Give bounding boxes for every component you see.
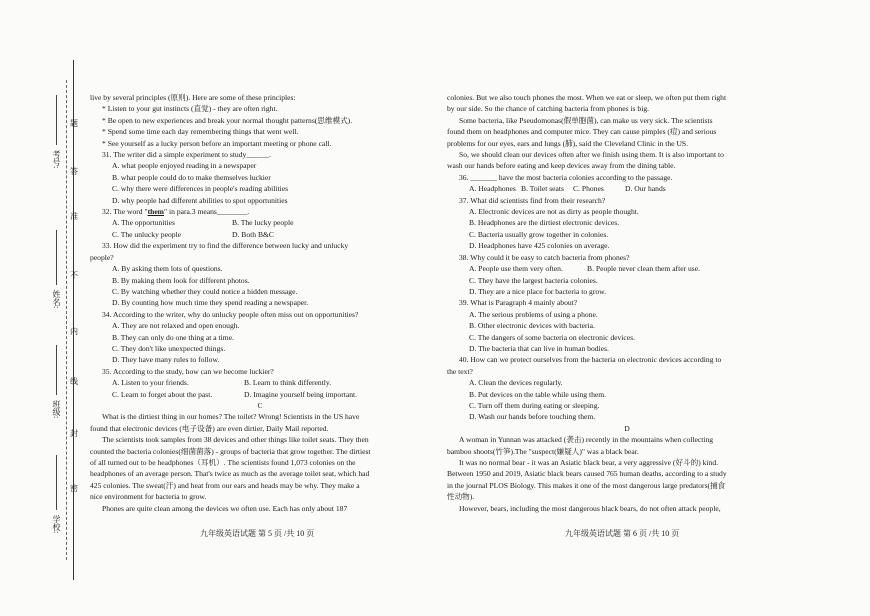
question-37: 37. What did scientists find from their research? <box>459 195 606 205</box>
text-line: Between 1950 and 2019, Asiatic black bears caused 765 human deaths, according to a study <box>447 469 727 479</box>
option: A. what people enjoyed reading in a newspaper <box>112 161 257 171</box>
option: D. They are a nice place for bacteria to grow. <box>469 286 607 296</box>
option: A. Electronic devices are not as dirty as people thought. <box>469 207 639 217</box>
exam-number-label: 考号: <box>52 150 61 169</box>
option-row <box>447 183 807 194</box>
option: A. Listen to your friends. <box>112 378 189 388</box>
option: A. The opportunities <box>112 218 175 228</box>
option: C. By watching whether they could notice a hidden message. <box>112 286 298 296</box>
text-line: by our side. So the chance of catching bacteria from phones is big. <box>447 104 650 114</box>
section-heading-c: C <box>257 400 263 410</box>
option: D. Imagine yourself being important. <box>244 389 358 399</box>
option: B. Toilet seats <box>521 184 564 194</box>
underlined-word: them <box>147 207 165 217</box>
seal-word: 内 <box>70 327 78 336</box>
option: A. People use them very often. <box>469 264 563 274</box>
binding-margin <box>0 0 78 616</box>
option: D. They have many rules to follow. <box>112 355 220 365</box>
option: B. Put devices on the table while using them. <box>469 389 607 399</box>
seal-word: 封 <box>70 429 78 438</box>
option: C. The dangers of some bacteria on electronic devices. <box>469 332 636 342</box>
school-line <box>56 455 57 510</box>
seal-word: 线 <box>70 377 78 386</box>
option: C. why there were differences in people's reading abilities <box>112 184 289 194</box>
option-row <box>90 389 430 400</box>
option: A. They are not relaxed and open enough. <box>112 321 240 331</box>
question-40: 40. How can we protect ourselves from the bacteria on electronic devices according to <box>459 355 722 365</box>
text-line: headphones of an average person. That's twice as much as the average toilet seat, which had <box>90 469 370 479</box>
text-line: found that electronic devices (电子设备) are even dirtier, Daily Mail reported. <box>90 423 329 433</box>
option: C. They have the largest bacteria colonies. <box>469 275 598 285</box>
text-line: Phones are quite clean among the devices we often use. Each has only about 187 <box>102 503 348 513</box>
question-34: 34. According to the writer, why do unlucky people often miss out on opportunities? <box>102 309 359 319</box>
school-label: 学校: <box>52 515 61 534</box>
question-39: 39. What is Paragraph 4 mainly about? <box>459 298 578 308</box>
text-line: nice environment for bacteria to grow. <box>90 492 207 502</box>
text-line: * Be open to new experiences and break your normal thought patterns(思维模式). <box>102 115 353 125</box>
section-heading-d: D <box>624 423 630 433</box>
text-line: in the journal PLOS Biology. This makes it one of the most dangerous large predators(捕食 <box>447 480 726 490</box>
page-5-footer: 九年级英语试题 第 5 页 /共 10 页 <box>200 529 315 538</box>
text-line: * See yourself as a lucky person before an important meeting or phone call. <box>102 138 332 148</box>
option: D. why people had different abilities to spot opportunities <box>112 195 288 205</box>
page-6-column <box>447 92 807 514</box>
exam-number-line <box>56 95 57 145</box>
option: B. Learn to think differently. <box>244 378 332 388</box>
text-line: found them on headphones and computer mice. They can cause pimples (痘) and serious <box>447 127 717 137</box>
binding-solid-line <box>73 60 74 580</box>
option: A. The serious problems of using a phone. <box>469 309 598 319</box>
page-5-column <box>90 92 430 514</box>
text-line: live by several principles (原则). Here are some of these principles: <box>90 93 296 102</box>
option: D. Wash our hands before touching them. <box>469 412 596 422</box>
text-line: 性动物). <box>447 492 475 502</box>
seal-word: 准 <box>70 212 78 221</box>
option: A. Headphones <box>469 184 516 194</box>
name-label: 姓名: <box>52 290 61 309</box>
option: C. Turn off them during eating or sleeping. <box>469 400 600 410</box>
option: B. People never clean them after use. <box>587 264 701 274</box>
question-40-cont: the text? <box>447 366 473 376</box>
option: D. Headphones have 425 colonies on average. <box>469 241 610 251</box>
option: C. The unlucky people <box>112 229 182 239</box>
name-line <box>56 230 57 285</box>
question-33-cont: people? <box>90 252 114 262</box>
option: B. By making them look for different photos. <box>112 275 250 285</box>
option: C. They don't like unexpected things. <box>112 343 226 353</box>
option: C. Bacteria usually grow together in colonies. <box>469 229 609 239</box>
question-36: 36. _______ have the most bacteria colonies according to the passage. <box>459 172 673 182</box>
seal-word: 不 <box>70 271 78 280</box>
text-line: The scientists took samples from 38 devices and other things like toilet seats. They then <box>102 435 369 445</box>
text-line: * Spend some time each day remembering things that went well. <box>102 127 299 137</box>
option: B. They can only do one thing at a time. <box>112 332 234 342</box>
text-line: What is the dirtiest thing in our homes? The toilet? Wrong! Scientists in the US have <box>102 412 360 422</box>
question-33: 33. How did the experiment try to find the difference between lucky and unlucky <box>102 241 349 251</box>
option: D. The bacteria that can live in human bodies. <box>469 343 609 353</box>
question-35: 35. According to the study, how can we become luckier? <box>102 366 274 376</box>
option: D. Both B&C <box>232 229 274 239</box>
option: B. The lucky people <box>232 218 294 228</box>
option-row <box>90 217 430 228</box>
option: C. Phones <box>573 184 604 194</box>
text-line: of all turned out to be headphones（耳机）. The scientists found 1,073 colonies on the <box>90 458 356 467</box>
page-6-footer: 九年级英语试题 第 6 页 /共 10 页 <box>565 529 680 538</box>
option: B. Headphones are the dirtiest electronic devices. <box>469 218 620 228</box>
text-line: Some bacteria, like Pseudomonas(假单胞菌), can make us very sick. The scientists <box>459 115 713 125</box>
text-line: wash our hands before eating and keep devices away from the dining table. <box>447 161 676 171</box>
text-line: A woman in Yunnan was attacked (袭击) recently in the mountains when collecting <box>459 435 714 445</box>
option: D. Our hands <box>625 184 666 194</box>
option: B. what people could do to make themselves luckier <box>112 172 271 182</box>
option-row <box>90 229 430 240</box>
text-line: 425 colonies. The sweat(汗) and heat from our ears and heads may be why. They make a <box>90 480 360 490</box>
text-line: counted the bacteria colonies(细菌菌落) - groups of bacteria that grow together. The dirtiest <box>90 446 371 456</box>
option: B. Other electronic devices with bacteria. <box>469 321 595 331</box>
question-31: 31. The writer did a simple experiment to study______. <box>102 150 272 160</box>
binding-dashed-line <box>66 80 67 560</box>
question-32: 32. The word "them" in para.3 means________. <box>102 207 250 217</box>
text-line: bamboo shoots(竹笋).The "suspect(嫌疑人)" was a black bear. <box>447 446 639 456</box>
class-label: 班级: <box>52 400 61 419</box>
text-line: * Listen to your gut instincts (直觉) - they are often right. <box>102 104 278 114</box>
seal-word: 密 <box>70 484 78 493</box>
option: A. By asking them lots of questions. <box>112 264 223 274</box>
question-38: 38. Why could it be easy to catch bacteria from phones? <box>459 252 630 262</box>
text-line: problems for our eyes, ears and lungs (肺), said the Cleveland Clinic in the US. <box>447 138 689 148</box>
seal-word: 题 <box>70 119 78 128</box>
option: D. By counting how much time they spend reading a newspaper. <box>112 298 309 308</box>
option-row <box>447 263 807 274</box>
seal-word: 答 <box>70 167 78 176</box>
text-line: colonies. But we also touch phones the most. When we eat or sleep, we often put them right <box>447 93 727 102</box>
option: A. Clean the devices regularly. <box>469 378 563 388</box>
class-line <box>56 345 57 395</box>
option: C. Learn to forget about the past. <box>112 389 213 399</box>
text-line: So, we should clean our devices often after we finish using them. It is also important to <box>459 150 724 160</box>
text-line: It was no normal bear - it was an Asiatic black bear, a very aggressive (好斗的) kind. <box>459 458 719 467</box>
option-row <box>90 377 430 388</box>
text-line: However, bears, including the most dangerous black bears, do not often attack people, <box>459 503 721 513</box>
